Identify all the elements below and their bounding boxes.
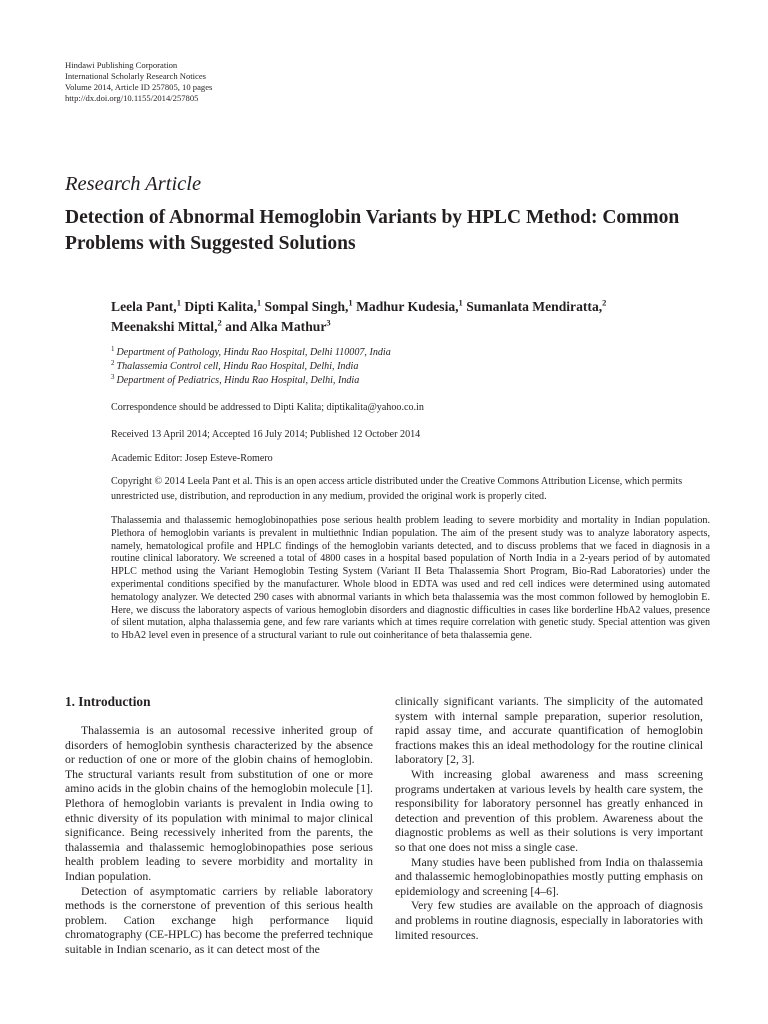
author: and Alka Mathur$^3$ bbox=[225, 317, 331, 334]
section-heading: 1. Introduction bbox=[65, 694, 151, 709]
paragraph: Very few studies are available on the approach of diagnosis and problems in routine diagnosis, especially in laboratories with limited resources. bbox=[395, 899, 703, 942]
journal-name: International Scholarly Research Notices bbox=[65, 71, 207, 81]
academic-editor: Academic Editor: Josep Esteve-Romero bbox=[111, 453, 273, 464]
affiliation: $^2$ Thalassemia Control cell, Hindu Rao Hospital, Delhi, India bbox=[111, 358, 359, 372]
paragraph: clinically significant variants. The simplicity of the automated system with internal sample preparation, superior resolution, rapid assay time, and accurate quantification of hemoglobin fractions makes this an ideal methodology for the routine clinical laboratory [2, 3]. bbox=[395, 695, 703, 767]
publisher: Hindawi Publishing Corporation bbox=[65, 60, 178, 70]
author: Sumanlata Mendiratta,$^2$ bbox=[466, 297, 607, 314]
right-column bbox=[395, 695, 703, 943]
abstract: Thalassemia and thalassemic hemoglobinopathies pose serious health problem leading to severe morbidity and mortality in Indian population. Plethora of hemoglobin variants is prevalent in multiethnic Indian population. The aim of the present study was to analyze laboratory aspects, namely, hematological profile and HPLC findings of the hemoglobin variants detected, and to discuss problems that we faced in diagnosis in a routine clinical laboratory. We screened a total of 4800 cases in a hospital based population of North India in a 2-years period of by automated HPLC method using the Variant Hemoglobin Testing System (Variant II Beta Thalassemia Short Program, Bio-Rad Laboratories) under the experimental conditions specified by the manufacturer. Whole blood in EDTA was used and red cell indices were determined using automated hematology analyzer. We detected 290 cases with abnormal variants in which beta thalassemia was the most common followed by hemoglobin E. Here, we discuss the laboratory aspects of various hemoglobin disorders and diagnostic difficulties in cases like borderline HbA2 values, presence of silent mutation, alpha thalassemia gene, and few rare variants which at times require correlation with genetic study. Special attention was given to HbA2 level even in presence of a structural variant to rule out coinheritance of beta thalassemia gene. bbox=[111, 515, 710, 642]
author: Sompal Singh,$^1$ bbox=[264, 297, 353, 314]
paragraph: Thalassemia is an autosomal recessive inherited group of disorders of hemoglobin synthesis characterized by the absence or reduction of one or more of the globin chains of hemoglobin. The structural variants result from substitution of one or more amino acids in the globin chains of the hemoglobin molecule [1]. Plethora of hemoglobin variants is prevalent in India owing to ethnic diversity of its population with minimal to major clinical significance. Being recessively inherited from the parents, the thalassemia and thalassemic hemoglobinopathies pose serious health problem leading to severe morbidity and mortality in Indian population. bbox=[65, 724, 373, 883]
affiliation-list bbox=[111, 346, 711, 388]
article-title: Detection of Abnormal Hemoglobin Variants by HPLC Method: Common Problems with Suggested Solutions bbox=[65, 207, 680, 254]
volume-info: Volume 2014, Article ID 257805, 10 pages bbox=[65, 82, 213, 92]
paragraph: Detection of asymptomatic carriers by reliable laboratory methods is the cornerstone of prevention of this serious health problem. Cation exchange high performance liquid chromatography (CE-HPLC) has become the preferred technique suitable in Indian scenario, as it can detect most of the bbox=[65, 884, 373, 956]
affiliation: $^1$ Department of Pathology, Hindu Rao Hospital, Delhi 110007, India bbox=[111, 344, 391, 358]
affiliation: $^3$ Department of Pediatrics, Hindu Rao Hospital, Delhi, India bbox=[111, 372, 360, 386]
paragraph: With increasing global awareness and mass screening programs undertaken at various levels by health care system, the responsibility for laboratory personnel has greatly enhanced in detection and prevention of this problem. Awareness about the diagnostic problems as well as their solutions is very important so that one does not miss a single case. bbox=[395, 767, 703, 854]
author: Leela Pant,$^1$ bbox=[111, 297, 181, 314]
article-type: Research Article bbox=[65, 173, 202, 195]
author: Meenakshi Mittal,$^2$ bbox=[111, 317, 222, 334]
paragraph: Many studies have been published from India on thalassemia and thalassemic hemoglobinopathies mostly putting emphasis on epidemiology and screening [4–6]. bbox=[395, 855, 703, 898]
author: Madhur Kudesia,$^1$ bbox=[356, 297, 463, 314]
left-column bbox=[65, 724, 373, 958]
copyright-notice: Copyright © 2014 Leela Pant et al. This is an open access article distributed under the Creative Commons Attribution License, which permits unrestricted use, distribution, and reproduction in any medium, provided the original work is properly cited. bbox=[111, 476, 683, 502]
publication-dates: Received 13 April 2014; Accepted 16 July 2014; Published 12 October 2014 bbox=[111, 429, 421, 440]
publication-info bbox=[65, 60, 465, 104]
author: Dipti Kalita,$^1$ bbox=[184, 297, 262, 314]
correspondence: Correspondence should be addressed to Dipti Kalita; diptikalita@yahoo.co.in bbox=[111, 402, 424, 413]
doi-link[interactable]: http://dx.doi.org/10.1155/2014/257805 bbox=[65, 93, 199, 103]
author-list bbox=[111, 297, 711, 337]
